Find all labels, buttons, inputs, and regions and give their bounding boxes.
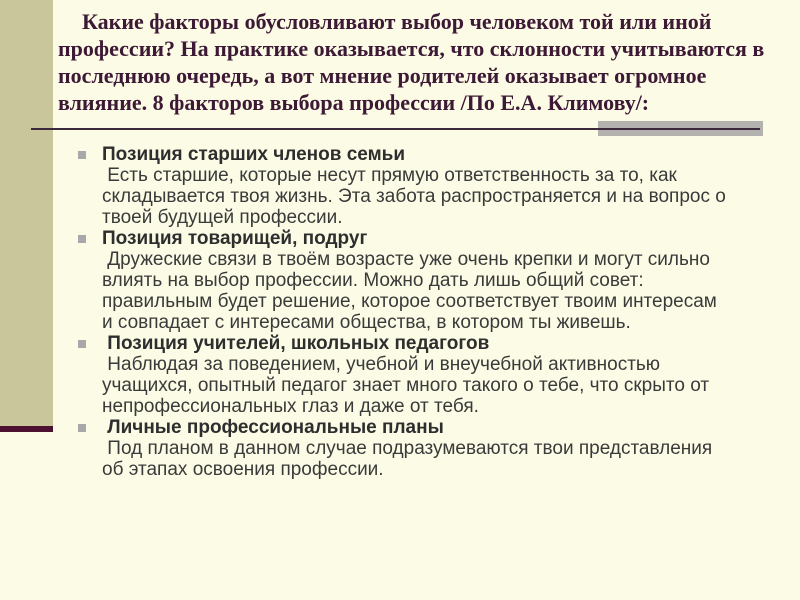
- title-line: Какие факторы обусловливают выбор человеком той или иной: [82, 9, 712, 34]
- slide-title: [58, 8, 774, 116]
- bullet-heading: Личные профессиональные планы: [102, 417, 444, 438]
- bullet-square-icon: [78, 151, 86, 159]
- list-item: [78, 228, 726, 333]
- list-item-text: [102, 417, 726, 480]
- bullet-body: Под планом в данном случае подразумеваются твои представления об этапах освоения профессии.: [102, 438, 718, 480]
- list-item: [78, 144, 732, 228]
- bullet-heading: Позиция старших членов семьи: [102, 144, 406, 165]
- title-line: влияние. 8 факторов выбора профессии /По Е.А. Климову/:: [58, 90, 650, 115]
- list-item: [78, 417, 726, 480]
- list-item-text: [102, 228, 726, 333]
- bullet-square-icon: [78, 235, 86, 243]
- bullet-list: [78, 144, 732, 480]
- divider-line: [31, 128, 760, 130]
- bullet-heading: Позиция товарищей, подруг: [102, 228, 368, 249]
- bullet-body: Наблюдая за поведением, учебной и внеучебной активностью учащихся, опытный педагог знает много такого о тебе, что скрыто от непрофессиональных глаз и даже от тебя.: [102, 354, 715, 417]
- bullet-square-icon: [78, 424, 86, 432]
- bullet-square-icon: [78, 340, 86, 348]
- list-item-text: [102, 333, 726, 417]
- bullet-body: Есть старшие, которые несут прямую ответственность за то, как складывается твоя жизнь. Эта забота распространяется и на вопрос о твоей будущей профессии.: [102, 165, 732, 228]
- title-line: последнюю очередь, а вот мнение родителей оказывает огромное: [58, 63, 707, 88]
- bullet-heading: Позиция учителей, школьных педагогов: [102, 333, 490, 354]
- sidebar-accent-line: [0, 426, 53, 432]
- list-item: [78, 333, 726, 417]
- bullet-body: Дружеские связи в твоём возрасте уже очень крепки и могут сильно влиять на выбор профессии. Можно дать лишь общий совет: правильным будет решение, которое соответствует твоим интересам и совпадает с интересами общества, в котором ты живешь.: [102, 249, 723, 333]
- sidebar-bar: [0, 0, 53, 426]
- list-item-text: [102, 144, 732, 228]
- title-line: профессии? На практике оказывается, что склонности учитываются в: [58, 36, 765, 61]
